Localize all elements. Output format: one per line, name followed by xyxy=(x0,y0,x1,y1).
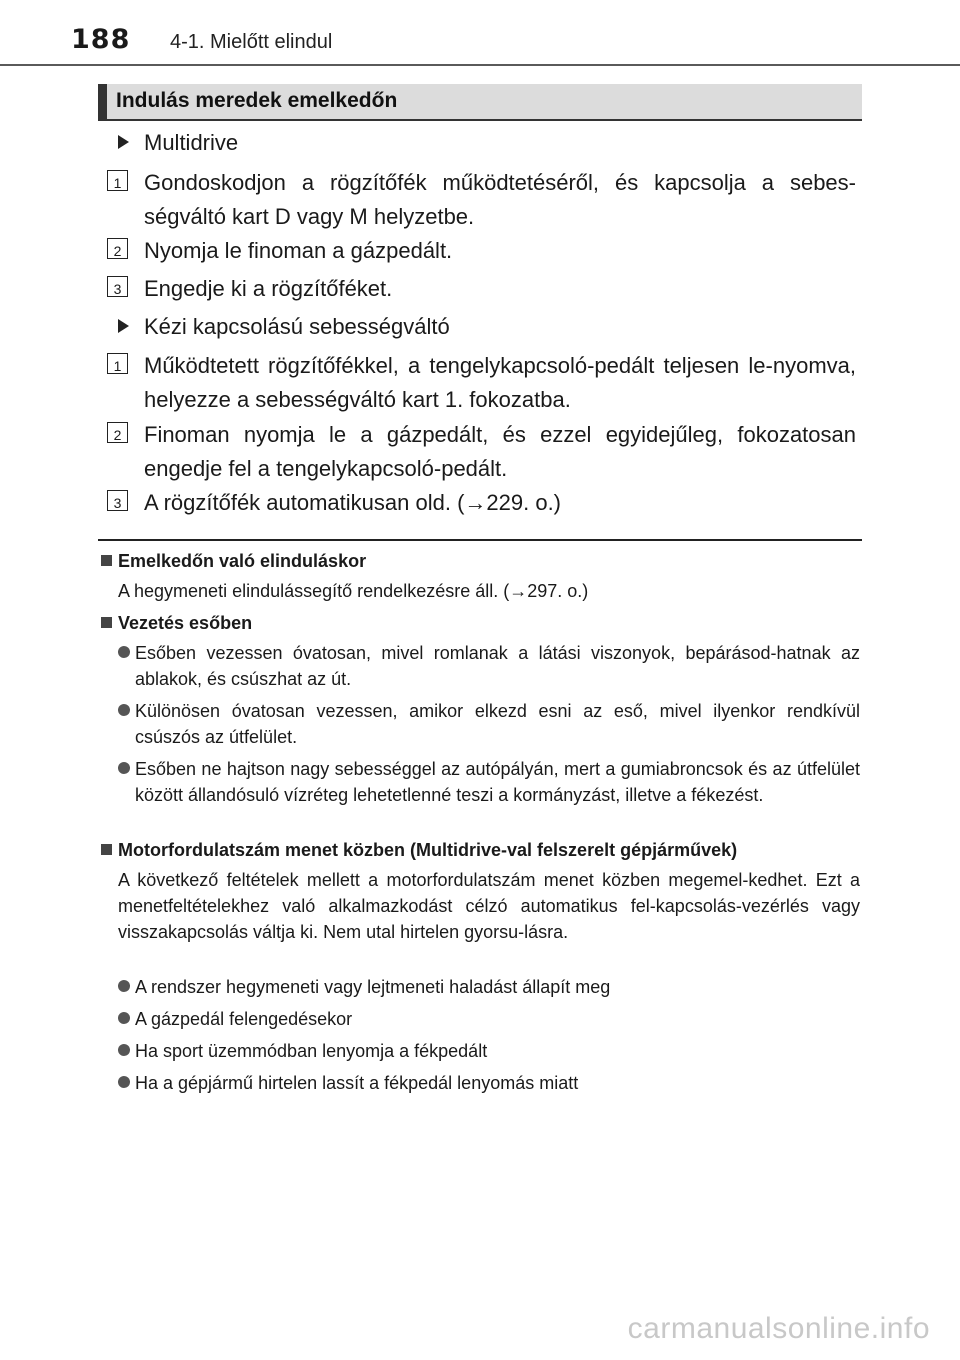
list-item xyxy=(118,698,860,750)
step-number-badge: 2 xyxy=(107,422,128,443)
round-bullet-icon xyxy=(118,1044,130,1056)
subheading-manual xyxy=(118,312,450,342)
note-heading-uphill xyxy=(101,549,366,573)
list-item xyxy=(118,1006,860,1032)
list-item xyxy=(118,974,860,1000)
list-item-text: Esőben vezessen óvatosan, mivel romlanak a látási viszonyok, bepárásod-hatnak az ablakok, és csúszhat az út. xyxy=(135,643,860,689)
step-text: Engedje ki a rögzítőféket. xyxy=(144,276,393,301)
round-bullet-icon xyxy=(118,646,130,658)
note-heading-rpm xyxy=(101,838,737,862)
step-number-badge: 2 xyxy=(107,238,128,259)
square-bullet-icon xyxy=(101,555,112,566)
list-item-text: Ha a gépjármű hirtelen lassít a fékpedál lenyomás miatt xyxy=(135,1073,579,1093)
note-heading-label: Emelkedőn való elinduláskor xyxy=(118,551,367,571)
step-number-badge: 1 xyxy=(107,170,128,191)
round-bullet-icon xyxy=(118,1076,130,1088)
square-bullet-icon xyxy=(101,617,112,628)
step-number-badge: 3 xyxy=(107,276,128,297)
list-item xyxy=(118,1070,860,1096)
subheading-multidrive xyxy=(118,128,238,158)
subheading-label: Kézi kapcsolású sebességváltó xyxy=(144,314,450,339)
section-divider xyxy=(98,539,862,541)
subheading-label: Multidrive xyxy=(144,130,239,155)
step-text: Finoman nyomja le a gázpedált, és ezzel egyidejűleg, fokozatosan engedje fel a tengelykapcsoló-pedált. xyxy=(144,422,856,481)
note-heading-label: Vezetés esőben xyxy=(118,613,253,633)
round-bullet-icon xyxy=(118,762,130,774)
header-rule xyxy=(0,64,960,66)
list-item xyxy=(118,756,860,808)
list-item-text: A gázpedál felengedésekor xyxy=(135,1009,353,1029)
round-bullet-icon xyxy=(118,704,130,716)
list-item-text: Ha sport üzemmódban lenyomja a fékpedált xyxy=(135,1041,488,1061)
step-text: Gondoskodjon a rögzítőfék működtetéséről, és kapcsolja a sebes-ségváltó kart D vagy M helyzetbe. xyxy=(144,170,856,229)
square-bullet-icon xyxy=(101,844,112,855)
section-title-bar xyxy=(98,84,107,119)
watermark: carmanualsonline.info xyxy=(627,1312,930,1345)
triangle-arrow-icon xyxy=(118,135,129,149)
step-text: Működtetett rögzítőfékkel, a tengelykapcsoló-pedált teljesen le-nyomva, helyezze a sebességváltó kart 1. fokozatba. xyxy=(144,353,856,412)
section-title-box xyxy=(98,84,862,121)
round-bullet-icon xyxy=(118,980,130,992)
list-item-text: Esőben ne hajtson nagy sebességgel az autópályán, mert a gumiabroncsok és az útfelület között állandósuló vízréteg lehetetlenné teszi a kormányzást, illetve a fékezést. xyxy=(135,759,860,805)
note-heading-label: Motorfordulatszám menet közben (Multidrive-val felszerelt gépjárművek) xyxy=(118,840,738,860)
note-heading-rain xyxy=(101,611,252,635)
step-text: Nyomja le finoman a gázpedált. xyxy=(144,238,453,263)
list-item-text: Különösen óvatosan vezessen, amikor elkezd esni az eső, mivel ilyenkor rendkívül csúszós az útfelület. xyxy=(135,701,860,747)
note-body-rpm: A következő feltételek mellett a motorfordulatszám menet közben megemel-kedhet. Ezt a menetfeltételekhez való alkalmazkodást célzó automatikus fel-kapcsolás-vezérlés vagy visszakapcsolás váltja ki. Nem utal hirtelen gyorsu-lásra. xyxy=(118,870,860,942)
round-bullet-icon xyxy=(118,1012,130,1024)
triangle-arrow-icon xyxy=(118,319,129,333)
step-number-badge: 1 xyxy=(107,353,128,374)
list-item xyxy=(118,1038,860,1064)
section-title: Indulás meredek emelkedőn xyxy=(116,89,398,112)
note-body-uphill: A hegymeneti elindulássegítő rendelkezésre áll. (→297. o.) xyxy=(118,581,589,601)
chapter-title: 4-1. Mielőtt elindul xyxy=(170,31,333,53)
page-number: 188 xyxy=(71,24,131,55)
step-text: A rögzítőfék automatikusan old. (→229. o.) xyxy=(144,490,562,515)
list-item xyxy=(118,640,860,692)
step-number-badge: 3 xyxy=(107,490,128,511)
list-item-text: A rendszer hegymeneti vagy lejtmeneti haladást állapít meg xyxy=(135,977,611,997)
